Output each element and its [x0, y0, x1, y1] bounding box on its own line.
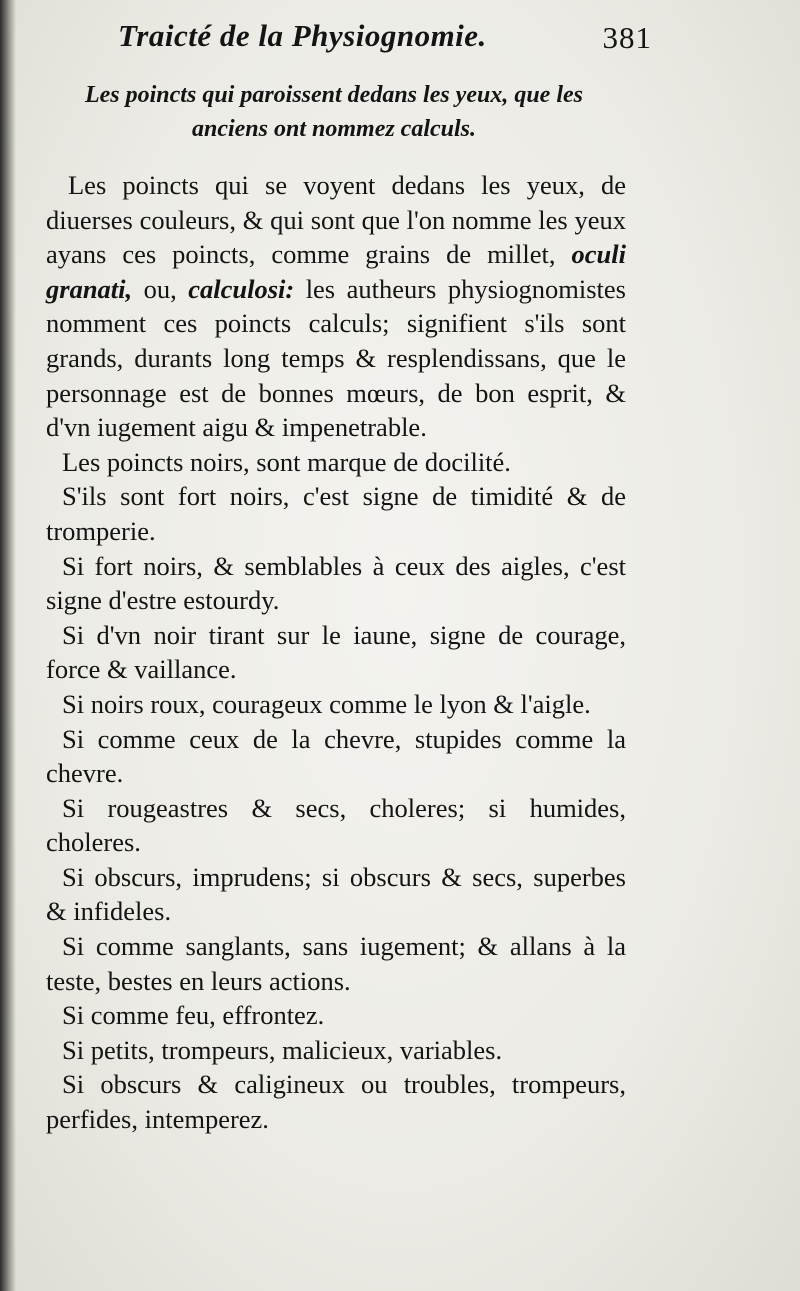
running-head [118, 14, 652, 58]
latin-term: calculosi: [188, 273, 295, 304]
paragraph: Si comme ceux de la chevre, stupides comme la chevre. [46, 723, 626, 789]
paragraph [46, 168, 626, 445]
page-number: 381 [602, 20, 652, 55]
paragraph: Si comme sanglants, sans iugement; & allans à la teste, bestes en leurs actions. [46, 931, 626, 996]
paragraph: Si noirs roux, courageux comme le lyon & l'aigle. [62, 688, 591, 719]
paragraph: S'ils sont fort noirs, c'est signe de timidité & de tromperie. [46, 481, 626, 546]
section-heading-line2: anciens ont nommez calculs. [191, 116, 477, 142]
paragraph-text: Les poincts qui se voyent dedans les yeux, de diuerses couleurs, & qui sont que l'on nomme les yeux ayans ces poincts, comme grains de millet, [46, 170, 626, 270]
paragraph-text: les autheurs physiognomistes nomment ces poincts calculs; signifient s'ils sont grands, durants long temps & resplendissans, que le personnage est de bonnes mœurs, de bon esprit, & d'vn iugement aigu & impenetrable. [46, 273, 626, 443]
latin-term: oculi granati, [46, 239, 626, 304]
paragraph: Si d'vn noir tirant sur le iaune, signe de courage, force & vaillance. [46, 619, 626, 685]
body-text [46, 168, 626, 1137]
section-heading [44, 78, 624, 146]
paragraph: Si comme feu, effrontez. [62, 1000, 325, 1031]
paragraph: Si petits, trompeurs, malicieux, variables. [62, 1034, 503, 1065]
gutter-shadow [0, 0, 16, 1291]
paragraph: Si obscurs, imprudens; si obscurs & secs, superbes & infideles. [46, 861, 626, 927]
paragraph: Si obscurs & caligineux ou troubles, trompeurs, perfides, intemperez. [46, 1069, 626, 1135]
section-heading-line1: Les poincts qui paroissent dedans les yeux, que les [84, 82, 583, 108]
running-title: Traicté de la Physiognomie. [118, 18, 487, 53]
paragraph: Les poincts noirs, sont marque de docilité. [62, 446, 511, 477]
paragraph: Si rougeastres & secs, choleres; si humides, choleres. [46, 792, 626, 858]
paragraph-text: ou, [132, 273, 189, 304]
paragraph: Si fort noirs, & semblables à ceux des aigles, c'est signe d'estre estourdy. [46, 550, 626, 616]
